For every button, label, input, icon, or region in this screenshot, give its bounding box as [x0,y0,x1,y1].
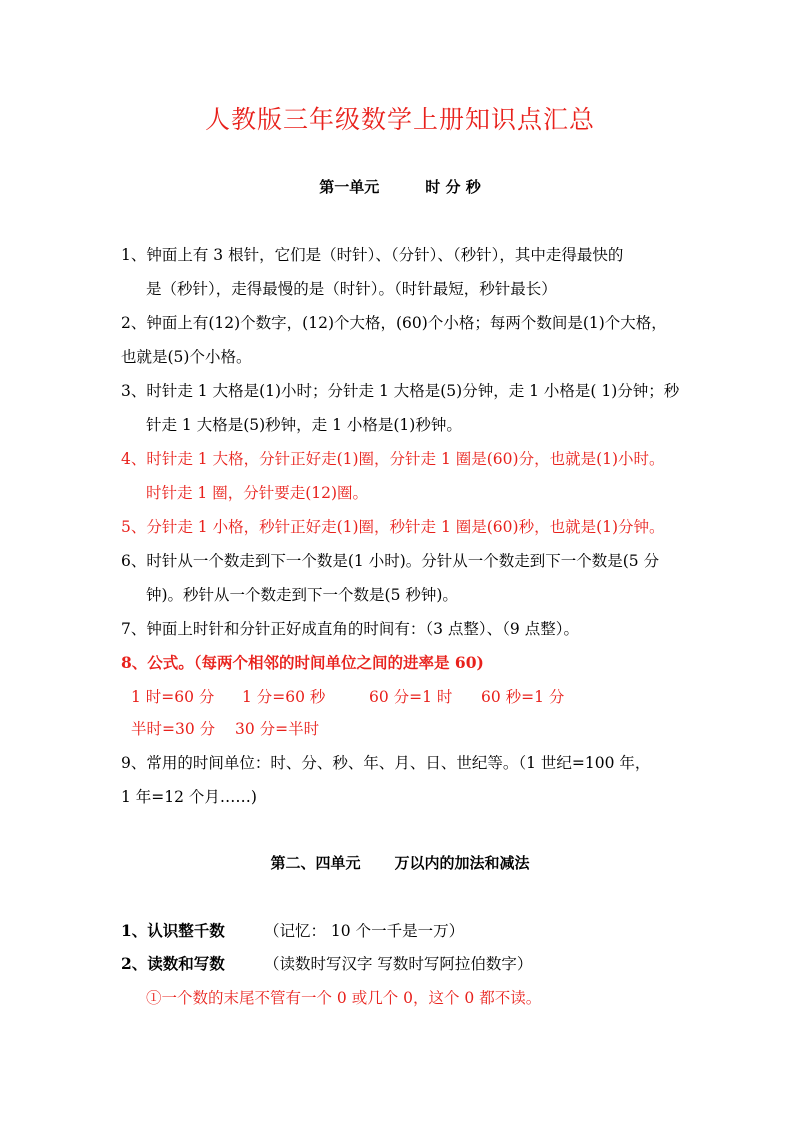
unit1-heading-topic: 时 分 秒 [425,178,481,196]
unit2-item2-label: 2、读数和写数 [121,954,225,973]
unit1-item6-line1: 6、时针从一个数走到下一个数是(1 小时)。分针从一个数走到下一个数是(5 分 [121,552,660,570]
unit1-item2-line1: 2、钟面上有(12)个数字，(12)个大格，(60)个小格；每两个数间是(1)个大格， [121,314,667,332]
unit1-item2-line2: 也就是(5)个小格。 [121,348,252,366]
unit1-item3-line1: 3、时针走 1 大格是(1)小时；分针走 1 大格是(5)分钟，走 1 小格是( 1)分钟；秒 [121,382,680,400]
unit2-heading [0,852,800,873]
unit1-item5-line1: 5、分针走 1 小格，秒针正好走(1)圈，秒针走 1 圈是(60)秒，也就是(1)分钟。 [121,518,665,536]
formula-hour-minute: 1 时=60 分 [131,688,215,706]
unit2-heading-topic: 万以内的加法和减法 [394,854,530,872]
unit2-item2-rule: ①一个数的末尾不管有一个 0 或几个 0，这个 0 都不读。 [146,989,542,1007]
unit1-item8-formula-heading: 8、公式。（每两个相邻的时间单位之间的进率是 60) [121,653,484,672]
formula-half-hour: 半时=30 分 [131,720,216,738]
formula-seconds-minute: 60 秒=1 分 [481,688,565,706]
unit2-heading-number: 第二、四单元 [270,854,361,872]
unit1-item3-line2: 针走 1 大格是(5)秒钟，走 1 小格是(1)秒钟。 [146,416,462,434]
unit2-item1-note: （记忆： 10 个一千是一万） [264,922,465,940]
unit1-item1-line2: 是（秒针），走得最慢的是（时针）。（时针最短，秒针最长） [146,280,557,298]
unit1-item6-line2: 钟)。秒针从一个数走到下一个数是(5 秒钟)。 [146,586,458,604]
unit2-item2-note: （读数时写汉字 写数时写阿拉伯数字） [264,955,533,973]
unit1-item9-line1: 9、常用的时间单位：时、分、秒、年、月、日、世纪等。（1 世纪=100 年， [121,754,651,772]
unit1-heading [0,176,800,197]
formula-minutes-hour: 60 分=1 时 [369,688,453,706]
formula-minute-second: 1 分=60 秒 [242,688,326,706]
unit2-item1-label: 1、认识整千数 [121,921,225,940]
unit1-item4-line1: 4、时针走 1 大格，分针正好走(1)圈，分针走 1 圈是(60)分，也就是(1)小时。 [121,450,665,468]
document-title: 人教版三年级数学上册知识点汇总 [204,105,595,134]
unit1-item7-line1: 7、钟面上时针和分针正好成直角的时间有：（3 点整）、（9 点整）。 [121,620,579,638]
unit1-item1-line1: 1、钟面上有 3 根针，它们是（时针）、（分针）、（秒针），其中走得最快的 [121,246,624,264]
unit1-item4-line2: 时针走 1 圈，分针要走(12)圈。 [146,484,369,502]
unit1-heading-number: 第一单元 [319,178,380,196]
unit1-item9-line2: 1 年=12 个月……) [121,788,257,806]
formula-thirty-minutes: 30 分=半时 [235,720,320,738]
